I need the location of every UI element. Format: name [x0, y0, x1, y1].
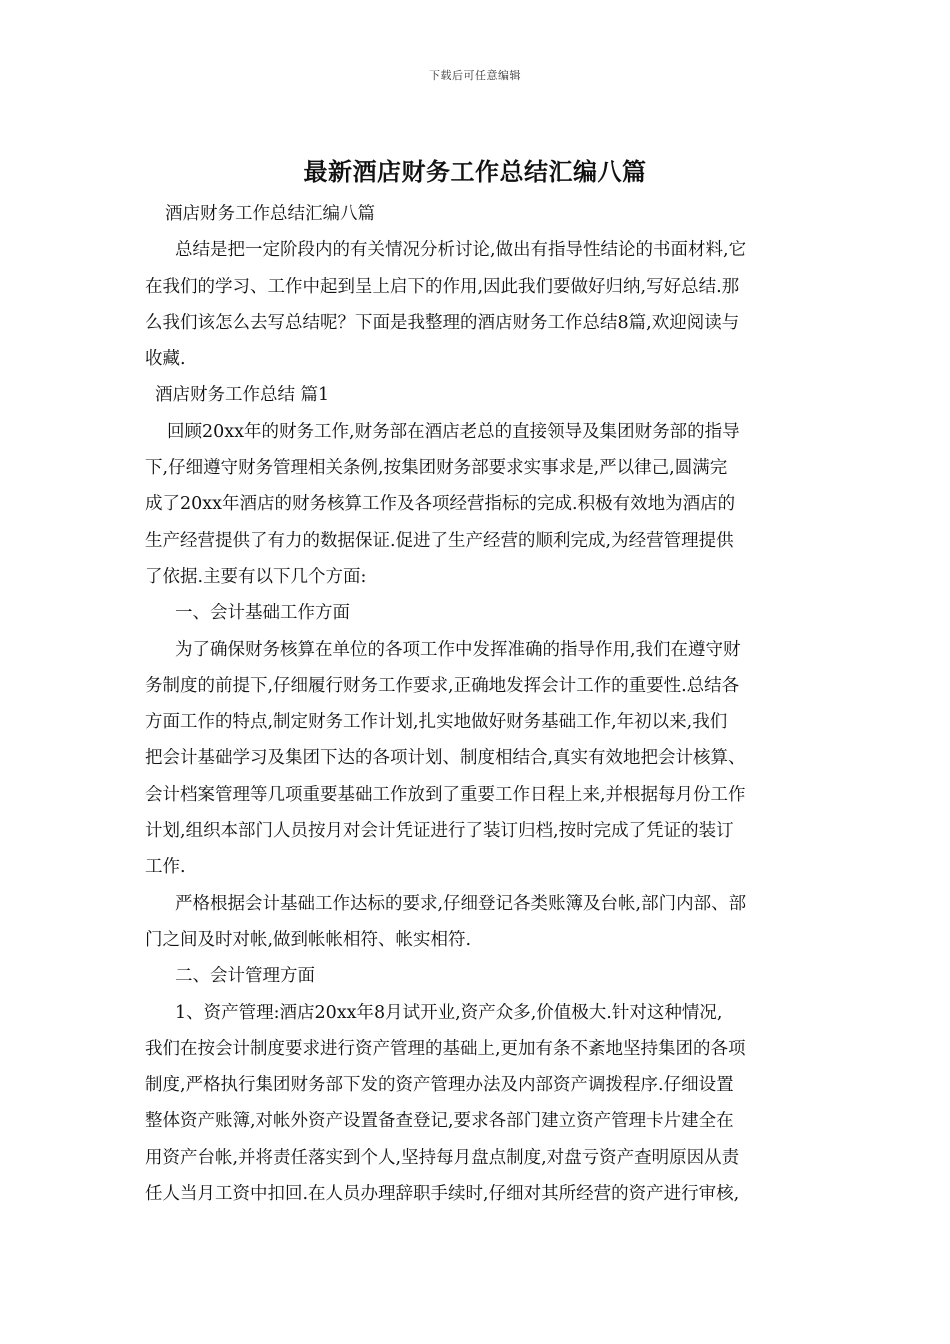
paragraph-line: 务制度的前提下,仔细履行财务工作要求,正确地发挥会计工作的重要性.总结各 — [145, 675, 740, 696]
paragraph-line: 生产经营提供了有力的数据保证.促进了生产经营的顺利完成,为经营管理提供 — [145, 530, 734, 551]
document-title: 最新酒店财务工作总结汇编八篇 — [303, 157, 647, 186]
paragraph-line: 计划,组织本部门人员按月对会计凭证进行了装订归档,按时完成了凭证的装订 — [145, 821, 734, 842]
section-heading: 二、会计管理方面 — [175, 966, 315, 987]
paragraph-line: 工作. — [145, 857, 186, 878]
document-body — [145, 196, 809, 1212]
header-note: 下载后可任意编辑 — [429, 69, 521, 82]
paragraph-line: 方面工作的特点,制定财务工作计划,扎实地做好财务基础工作,年初以来,我们 — [145, 712, 728, 733]
paragraph-line: 收藏. — [145, 349, 186, 370]
paragraph-line: 整体资产账簿,对帐外资产设置备查登记,要求各部门建立资产管理卡片建全在 — [145, 1111, 734, 1132]
paragraph-line: 把会计基础学习及集团下达的各项计划、制度相结合,真实有效地把会计核算、 — [145, 748, 746, 769]
paragraph-line: 总结是把一定阶段内的有关情况分析讨论,做出有指导性结论的书面材料,它 — [175, 240, 747, 261]
paragraph-line: 回顾20xx年的财务工作,财务部在酒店老总的直接领导及集团财务部的指导 — [167, 421, 740, 442]
section-heading: 酒店财务工作总结 篇1 — [155, 385, 330, 406]
paragraph-line: 任人当月工资中扣回.在人员办理辞职手续时,仔细对其所经营的资产进行审核, — [145, 1184, 740, 1205]
paragraph-line: 为了确保财务核算在单位的各项工作中发挥准确的指导作用,我们在遵守财 — [175, 639, 741, 660]
paragraph-line: 在我们的学习、工作中起到呈上启下的作用,因此我们要做好归纳,写好总结.那 — [145, 276, 740, 297]
section-heading: 一、会计基础工作方面 — [175, 603, 350, 624]
paragraph-line: 会计档案管理等几项重要基础工作放到了重要工作日程上来,并根据每月份工作 — [145, 784, 746, 805]
paragraph-line: 么我们该怎么去写总结呢？下面是我整理的酒店财务工作总结8篇,欢迎阅读与 — [145, 312, 740, 333]
paragraph-line: 门之间及时对帐,做到帐帐相符、帐实相符. — [145, 929, 472, 950]
subtitle-line: 酒店财务工作总结汇编八篇 — [165, 204, 375, 224]
paragraph-line: 我们在按会计制度要求进行资产管理的基础上,更加有条不紊地坚持集团的各项 — [145, 1038, 746, 1059]
paragraph-line: 制度,严格执行集团财务部下发的资产管理办法及内部资产调拨程序.仔细设置 — [145, 1075, 734, 1096]
paragraph-line: 用资产台帐,并将责任落实到个人,坚持每月盘点制度,对盘亏资产查明原因从责 — [145, 1147, 740, 1168]
paragraph-line: 严格根据会计基础工作达标的要求,仔细登记各类账簿及台帐,部门内部、部 — [175, 893, 747, 914]
paragraph-line: 了依据.主要有以下几个方面: — [145, 566, 367, 587]
paragraph-line: 成了20xx年酒店的财务核算工作及各项经营指标的完成.积极有效地为酒店的 — [145, 494, 736, 515]
paragraph-line: 下,仔细遵守财务管理相关条例,按集团财务部要求实事求是,严以律己,圆满完 — [145, 458, 728, 479]
paragraph-line: 1、资产管理:酒店20xx年8月试开业,资产众多,价值极大.针对这种情况, — [175, 1002, 723, 1023]
